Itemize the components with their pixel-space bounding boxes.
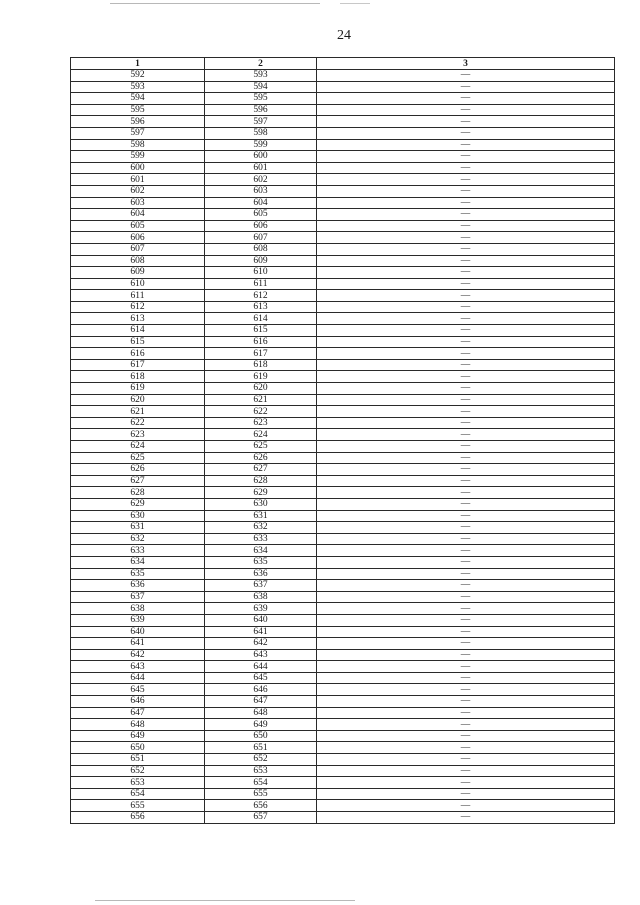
table-row xyxy=(71,417,615,429)
table-row xyxy=(71,371,615,383)
table-cell-col-1: 623 xyxy=(71,429,205,441)
table-cell-col-1: 599 xyxy=(71,151,205,163)
table-row xyxy=(71,104,615,116)
table-row xyxy=(71,591,615,603)
column-header-2: 2 xyxy=(205,58,317,70)
table-cell-col-3: — xyxy=(317,719,615,731)
table-row xyxy=(71,185,615,197)
table-row xyxy=(71,452,615,464)
table-cell-col-2: 628 xyxy=(205,475,317,487)
table-cell-col-1: 639 xyxy=(71,614,205,626)
table-cell-col-3: — xyxy=(317,475,615,487)
table-cell-col-2: 654 xyxy=(205,777,317,789)
table-cell-col-2: 613 xyxy=(205,301,317,313)
table-cell-col-1: 622 xyxy=(71,417,205,429)
table-row xyxy=(71,209,615,221)
data-table xyxy=(70,57,615,824)
table-cell-col-3: — xyxy=(317,684,615,696)
table-cell-col-2: 598 xyxy=(205,127,317,139)
table-cell-col-2: 614 xyxy=(205,313,317,325)
table-cell-col-2: 623 xyxy=(205,417,317,429)
table-cell-col-1: 627 xyxy=(71,475,205,487)
table-row xyxy=(71,116,615,128)
table-cell-col-1: 632 xyxy=(71,533,205,545)
table-cell-col-2: 618 xyxy=(205,359,317,371)
table-cell-col-3: — xyxy=(317,812,615,824)
table-cell-col-1: 634 xyxy=(71,556,205,568)
table-cell-col-1: 636 xyxy=(71,580,205,592)
table-cell-col-1: 640 xyxy=(71,626,205,638)
table-cell-col-3: — xyxy=(317,545,615,557)
table-cell-col-1: 638 xyxy=(71,603,205,615)
table-row xyxy=(71,93,615,105)
table-cell-col-2: 595 xyxy=(205,93,317,105)
table-cell-col-3: — xyxy=(317,81,615,93)
table-cell-col-1: 654 xyxy=(71,788,205,800)
table-row xyxy=(71,800,615,812)
column-header-3: 3 xyxy=(317,58,615,70)
table-cell-col-3: — xyxy=(317,383,615,395)
table-row xyxy=(71,383,615,395)
table-cell-col-3: — xyxy=(317,255,615,267)
table-cell-col-1: 617 xyxy=(71,359,205,371)
table-row xyxy=(71,638,615,650)
table-cell-col-1: 645 xyxy=(71,684,205,696)
table-cell-col-2: 612 xyxy=(205,290,317,302)
table-cell-col-1: 609 xyxy=(71,267,205,279)
table-row xyxy=(71,603,615,615)
table-cell-col-3: — xyxy=(317,649,615,661)
table-cell-col-1: 649 xyxy=(71,730,205,742)
table-cell-col-3: — xyxy=(317,267,615,279)
table-cell-col-3: — xyxy=(317,568,615,580)
table-row xyxy=(71,139,615,151)
table-row xyxy=(71,313,615,325)
table-cell-col-2: 593 xyxy=(205,70,317,82)
table-row xyxy=(71,730,615,742)
table-row xyxy=(71,672,615,684)
table-row xyxy=(71,464,615,476)
table-cell-col-2: 647 xyxy=(205,696,317,708)
table-cell-col-3: — xyxy=(317,429,615,441)
table-row xyxy=(71,429,615,441)
table-cell-col-1: 646 xyxy=(71,696,205,708)
table-cell-col-3: — xyxy=(317,614,615,626)
table-cell-col-1: 641 xyxy=(71,638,205,650)
table-cell-col-3: — xyxy=(317,788,615,800)
table-row xyxy=(71,394,615,406)
table-cell-col-2: 637 xyxy=(205,580,317,592)
table-row xyxy=(71,545,615,557)
table-row xyxy=(71,765,615,777)
table-cell-col-2: 636 xyxy=(205,568,317,580)
table-cell-col-2: 620 xyxy=(205,383,317,395)
table-cell-col-3: — xyxy=(317,104,615,116)
table-cell-col-3: — xyxy=(317,348,615,360)
table-cell-col-1: 637 xyxy=(71,591,205,603)
table-cell-col-3: — xyxy=(317,417,615,429)
table-cell-col-3: — xyxy=(317,487,615,499)
table-cell-col-1: 643 xyxy=(71,661,205,673)
table-row xyxy=(71,441,615,453)
table-cell-col-1: 606 xyxy=(71,232,205,244)
table-cell-col-2: 629 xyxy=(205,487,317,499)
table-cell-col-2: 610 xyxy=(205,267,317,279)
table-row xyxy=(71,580,615,592)
table-cell-col-3: — xyxy=(317,406,615,418)
table-cell-col-2: 633 xyxy=(205,533,317,545)
table-cell-col-2: 622 xyxy=(205,406,317,418)
table-cell-col-2: 635 xyxy=(205,556,317,568)
table-cell-col-3: — xyxy=(317,580,615,592)
table-cell-col-3: — xyxy=(317,359,615,371)
table-cell-col-2: 641 xyxy=(205,626,317,638)
table-cell-col-1: 647 xyxy=(71,707,205,719)
table-cell-col-2: 599 xyxy=(205,139,317,151)
table-row xyxy=(71,70,615,82)
table-cell-col-2: 605 xyxy=(205,209,317,221)
table-row xyxy=(71,626,615,638)
table-cell-col-2: 653 xyxy=(205,765,317,777)
table-cell-col-2: 634 xyxy=(205,545,317,557)
table-cell-col-3: — xyxy=(317,638,615,650)
table-row xyxy=(71,325,615,337)
table-row xyxy=(71,754,615,766)
table-row xyxy=(71,788,615,800)
table-cell-col-1: 615 xyxy=(71,336,205,348)
table-cell-col-3: — xyxy=(317,661,615,673)
table-row xyxy=(71,243,615,255)
table-cell-col-2: 646 xyxy=(205,684,317,696)
table-cell-col-1: 604 xyxy=(71,209,205,221)
table-cell-col-3: — xyxy=(317,371,615,383)
table-cell-col-3: — xyxy=(317,151,615,163)
table-cell-col-3: — xyxy=(317,394,615,406)
table-body xyxy=(71,70,615,824)
table-cell-col-1: 624 xyxy=(71,441,205,453)
table-cell-col-3: — xyxy=(317,707,615,719)
table-cell-col-3: — xyxy=(317,336,615,348)
table-cell-col-1: 631 xyxy=(71,522,205,534)
table-cell-col-2: 652 xyxy=(205,754,317,766)
table-cell-col-2: 650 xyxy=(205,730,317,742)
table-cell-col-2: 640 xyxy=(205,614,317,626)
table-cell-col-2: 643 xyxy=(205,649,317,661)
table-row xyxy=(71,359,615,371)
table-cell-col-1: 602 xyxy=(71,185,205,197)
table-cell-col-2: 617 xyxy=(205,348,317,360)
table-cell-col-2: 606 xyxy=(205,220,317,232)
table-cell-col-1: 655 xyxy=(71,800,205,812)
page-number: 24 xyxy=(337,28,351,43)
table-cell-col-3: — xyxy=(317,197,615,209)
table-cell-col-2: 627 xyxy=(205,464,317,476)
table-cell-col-3: — xyxy=(317,93,615,105)
table-row xyxy=(71,301,615,313)
table-cell-col-1: 612 xyxy=(71,301,205,313)
table-cell-col-1: 592 xyxy=(71,70,205,82)
table-cell-col-1: 633 xyxy=(71,545,205,557)
table-cell-col-1: 653 xyxy=(71,777,205,789)
table-cell-col-2: 594 xyxy=(205,81,317,93)
table-cell-col-1: 597 xyxy=(71,127,205,139)
table-cell-col-1: 610 xyxy=(71,278,205,290)
table-cell-col-2: 625 xyxy=(205,441,317,453)
table-cell-col-3: — xyxy=(317,464,615,476)
table-row xyxy=(71,278,615,290)
table-cell-col-2: 632 xyxy=(205,522,317,534)
table-cell-col-3: — xyxy=(317,220,615,232)
table-cell-col-3: — xyxy=(317,777,615,789)
table-cell-col-2: 630 xyxy=(205,498,317,510)
table-cell-col-3: — xyxy=(317,452,615,464)
table-cell-col-1: 652 xyxy=(71,765,205,777)
table-cell-col-3: — xyxy=(317,522,615,534)
table-cell-col-1: 621 xyxy=(71,406,205,418)
table-cell-col-2: 648 xyxy=(205,707,317,719)
table-cell-col-2: 604 xyxy=(205,197,317,209)
table-cell-col-3: — xyxy=(317,556,615,568)
table-cell-col-3: — xyxy=(317,603,615,615)
table-row xyxy=(71,510,615,522)
table-cell-col-1: 603 xyxy=(71,197,205,209)
table-cell-col-1: 611 xyxy=(71,290,205,302)
table-cell-col-1: 629 xyxy=(71,498,205,510)
table-cell-col-1: 625 xyxy=(71,452,205,464)
table-cell-col-1: 598 xyxy=(71,139,205,151)
table-cell-col-3: — xyxy=(317,174,615,186)
table-cell-col-1: 616 xyxy=(71,348,205,360)
table-cell-col-1: 635 xyxy=(71,568,205,580)
table-cell-col-2: 639 xyxy=(205,603,317,615)
column-header-1: 1 xyxy=(71,58,205,70)
table-row xyxy=(71,649,615,661)
table-cell-col-1: 626 xyxy=(71,464,205,476)
table-cell-col-3: — xyxy=(317,185,615,197)
table-cell-col-2: 619 xyxy=(205,371,317,383)
table-cell-col-2: 631 xyxy=(205,510,317,522)
table-row xyxy=(71,556,615,568)
table-header-row xyxy=(71,58,615,70)
table-cell-col-1: 618 xyxy=(71,371,205,383)
table-row xyxy=(71,742,615,754)
table-cell-col-3: — xyxy=(317,278,615,290)
table-cell-col-2: 657 xyxy=(205,812,317,824)
table-cell-col-1: 593 xyxy=(71,81,205,93)
table-row xyxy=(71,487,615,499)
table-cell-col-1: 620 xyxy=(71,394,205,406)
table-cell-col-2: 651 xyxy=(205,742,317,754)
table-cell-col-2: 616 xyxy=(205,336,317,348)
table-row xyxy=(71,151,615,163)
table-cell-col-3: — xyxy=(317,742,615,754)
table-cell-col-3: — xyxy=(317,325,615,337)
table-cell-col-2: 601 xyxy=(205,162,317,174)
table-cell-col-1: 619 xyxy=(71,383,205,395)
table-cell-col-3: — xyxy=(317,290,615,302)
table-row xyxy=(71,255,615,267)
table-cell-col-2: 608 xyxy=(205,243,317,255)
table-row xyxy=(71,522,615,534)
table-cell-col-1: 601 xyxy=(71,174,205,186)
table-row xyxy=(71,568,615,580)
top-scan-rule xyxy=(110,3,320,4)
table-cell-col-3: — xyxy=(317,754,615,766)
table-row xyxy=(71,174,615,186)
table-cell-col-3: — xyxy=(317,498,615,510)
top-scan-rule-short xyxy=(340,3,370,4)
table-cell-col-2: 607 xyxy=(205,232,317,244)
table-cell-col-2: 642 xyxy=(205,638,317,650)
table-row xyxy=(71,777,615,789)
table-cell-col-2: 656 xyxy=(205,800,317,812)
table-cell-col-3: — xyxy=(317,533,615,545)
table-cell-col-1: 648 xyxy=(71,719,205,731)
table-cell-col-2: 624 xyxy=(205,429,317,441)
table-cell-col-2: 596 xyxy=(205,104,317,116)
table-cell-col-3: — xyxy=(317,139,615,151)
table-row xyxy=(71,348,615,360)
table-cell-col-3: — xyxy=(317,800,615,812)
table-row xyxy=(71,475,615,487)
table-cell-col-3: — xyxy=(317,162,615,174)
table-cell-col-3: — xyxy=(317,127,615,139)
table-row xyxy=(71,719,615,731)
table-row xyxy=(71,127,615,139)
table-cell-col-1: 595 xyxy=(71,104,205,116)
table-cell-col-1: 651 xyxy=(71,754,205,766)
table-cell-col-1: 613 xyxy=(71,313,205,325)
table-cell-col-2: 600 xyxy=(205,151,317,163)
table-cell-col-3: — xyxy=(317,209,615,221)
table-row xyxy=(71,684,615,696)
table-row xyxy=(71,498,615,510)
table-row xyxy=(71,220,615,232)
table-cell-col-1: 644 xyxy=(71,672,205,684)
table-row xyxy=(71,406,615,418)
table-cell-col-2: 645 xyxy=(205,672,317,684)
table-cell-col-1: 607 xyxy=(71,243,205,255)
table-cell-col-3: — xyxy=(317,243,615,255)
table-cell-col-3: — xyxy=(317,510,615,522)
table-cell-col-3: — xyxy=(317,696,615,708)
table-cell-col-2: 609 xyxy=(205,255,317,267)
table-cell-col-3: — xyxy=(317,116,615,128)
table-cell-col-2: 602 xyxy=(205,174,317,186)
table-cell-col-3: — xyxy=(317,730,615,742)
table-cell-col-2: 638 xyxy=(205,591,317,603)
table-row xyxy=(71,197,615,209)
table-cell-col-3: — xyxy=(317,626,615,638)
table-cell-col-2: 603 xyxy=(205,185,317,197)
table-cell-col-3: — xyxy=(317,591,615,603)
table-cell-col-1: 614 xyxy=(71,325,205,337)
table-row xyxy=(71,267,615,279)
table-row xyxy=(71,290,615,302)
table-row xyxy=(71,232,615,244)
table-row xyxy=(71,81,615,93)
table-cell-col-1: 608 xyxy=(71,255,205,267)
table-row xyxy=(71,162,615,174)
table-cell-col-3: — xyxy=(317,70,615,82)
table-cell-col-3: — xyxy=(317,441,615,453)
table-cell-col-1: 594 xyxy=(71,93,205,105)
table-cell-col-2: 621 xyxy=(205,394,317,406)
table-cell-col-3: — xyxy=(317,232,615,244)
table-cell-col-3: — xyxy=(317,672,615,684)
table-cell-col-1: 605 xyxy=(71,220,205,232)
table-cell-col-2: 597 xyxy=(205,116,317,128)
table-cell-col-2: 644 xyxy=(205,661,317,673)
table-cell-col-2: 611 xyxy=(205,278,317,290)
table-row xyxy=(71,614,615,626)
table-cell-col-3: — xyxy=(317,301,615,313)
table-row xyxy=(71,336,615,348)
table-row xyxy=(71,812,615,824)
table-cell-col-1: 630 xyxy=(71,510,205,522)
table-cell-col-1: 656 xyxy=(71,812,205,824)
table-cell-col-1: 650 xyxy=(71,742,205,754)
table-row xyxy=(71,661,615,673)
table-cell-col-2: 626 xyxy=(205,452,317,464)
table-cell-col-2: 615 xyxy=(205,325,317,337)
table-cell-col-2: 655 xyxy=(205,788,317,800)
table-cell-col-2: 649 xyxy=(205,719,317,731)
table-cell-col-1: 642 xyxy=(71,649,205,661)
bottom-scan-rule xyxy=(95,900,355,901)
table-row xyxy=(71,696,615,708)
table-row xyxy=(71,707,615,719)
table-cell-col-1: 596 xyxy=(71,116,205,128)
table-cell-col-1: 600 xyxy=(71,162,205,174)
table-row xyxy=(71,533,615,545)
table-cell-col-3: — xyxy=(317,765,615,777)
table-cell-col-3: — xyxy=(317,313,615,325)
table-cell-col-1: 628 xyxy=(71,487,205,499)
